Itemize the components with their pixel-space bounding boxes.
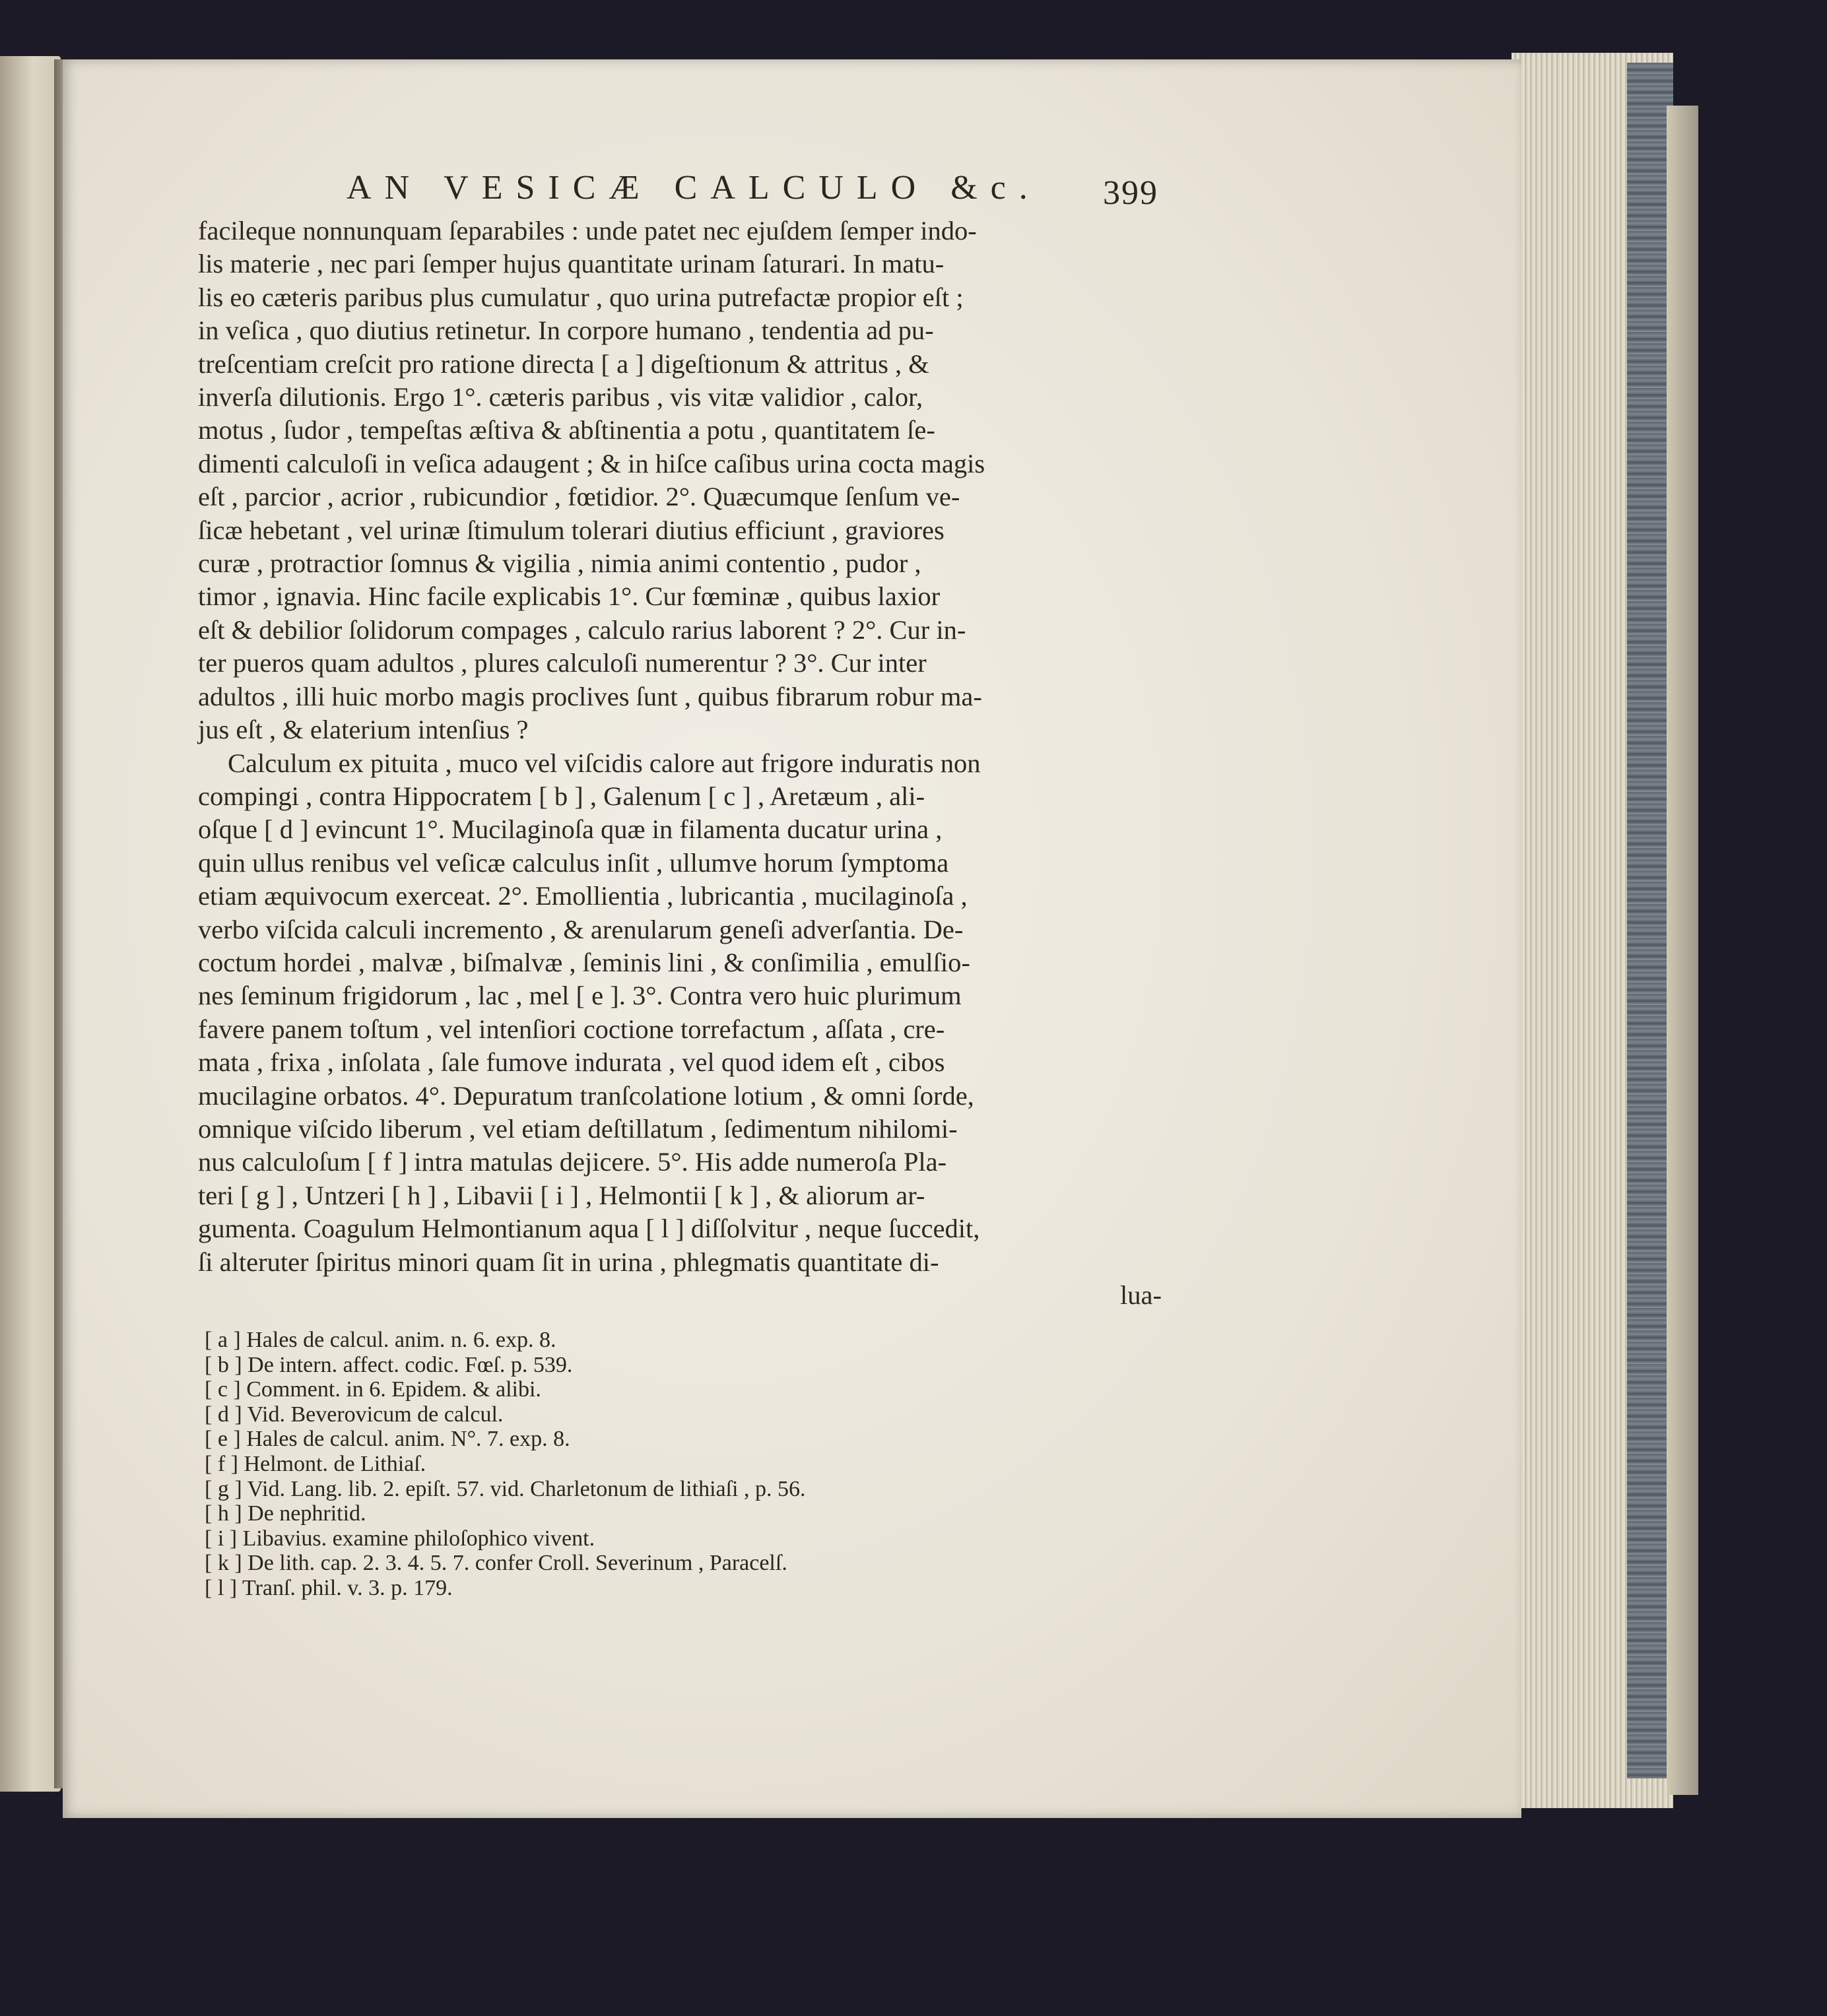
text-line: coctum hordei , malvæ , biſmalvæ , ſeminis lini , & conſimilia , emulſio- <box>198 947 970 977</box>
footnotes <box>205 1328 1063 1601</box>
footnote: [ a ] Hales de calcul. anim. n. 6. exp. 8. <box>205 1328 556 1352</box>
text-line: dimenti calculoſi in veſica adaugent ; & in hiſce caſibus urina cocta magis <box>198 448 985 478</box>
text-line: eſt & debilior ſolidorum compages , calculo rarius laborent ? 2°. Cur in- <box>198 614 966 645</box>
footnote: [ i ] Libavius. examine philoſophico vivent. <box>205 1526 595 1551</box>
footnote: [ f ] Helmont. de Lithiaſ. <box>205 1451 426 1476</box>
footnote: [ d ] Vid. Beverovicum de calcul. <box>205 1402 504 1427</box>
text-line: mata , frixa , inſolata , ſale fumove indurata , vel quod idem eſt , cibos <box>198 1047 945 1078</box>
text-line: lis materie , nec pari ſemper hujus quantitate urinam ſaturari. In matu- <box>198 249 945 279</box>
running-title: AN VESICÆ CALCULO &c. <box>347 169 1041 207</box>
text-line: etiam æquivocum exerceat. 2°. Emollientia , lubricantia , mucilaginoſa , <box>198 881 968 911</box>
text-line: timor , ignavia. Hinc facile explicabis 1°. Cur fœminæ , quibus laxior <box>198 581 941 612</box>
text-line: ſicæ hebetant , vel urinæ ſtimulum tolerari diutius efficiunt , graviores <box>198 515 945 545</box>
footnote: [ e ] Hales de calcul. anim. N°. 7. exp. 8. <box>205 1427 570 1452</box>
footnote: [ l ] Tranſ. phil. v. 3. p. 179. <box>205 1575 453 1600</box>
footnote: [ h ] De nephritid. <box>205 1501 366 1526</box>
text-line: omnique viſcido liberum , vel etiam deſtillatum , ſedimentum nihilomi- <box>198 1113 958 1144</box>
text-line: adultos , illi huic morbo magis proclives ſunt , quibus fibrarum robur ma- <box>198 681 982 711</box>
text-line: nus calculoſum [ f ] intra matulas dejicere. 5°. His adde numeroſa Pla- <box>198 1147 947 1177</box>
text-line: quin ullus renibus vel veſicæ calculus inſit , ullumve horum ſymptoma <box>198 847 949 878</box>
text-line: facileque nonnunquam ſeparabiles : unde patet nec ejuſdem ſemper indo- <box>198 216 977 245</box>
text-line: motus , ſudor , tempeſtas æſtiva & abſtinentia a potu , quantitatem ſe- <box>198 415 935 445</box>
text-line: ſi alteruter ſpiritus minori quam ſit in urina , phlegmatis quantitate di- <box>198 1247 939 1277</box>
page-header <box>347 168 1158 214</box>
text-line: ter pueros quam adultos , plures calculoſi numerentur ? 3°. Cur inter <box>198 648 927 678</box>
text-line: jus eſt , & elaterium intenſius ? <box>198 715 529 745</box>
text-line: compingi , contra Hippocratem [ b ] , Galenum [ c ] , Aretæum , ali- <box>198 781 925 811</box>
back-cover-edge <box>1667 106 1698 1795</box>
text-line: inverſa dilutionis. Ergo 1°. cæteris paribus , vis vitæ validior , calor, <box>198 382 923 412</box>
footnote: [ c ] Comment. in 6. Epidem. & alibi. <box>205 1377 541 1402</box>
text-line: treſcentiam creſcit pro ratione directa [ a ] digeſtionum & attritus , & <box>198 348 929 379</box>
paragraph-start: Calculum ex pituita , muco vel viſcidis calore aut frigore induratis non <box>228 748 981 778</box>
text-line: oſque [ d ] evincunt 1°. Mucilaginoſa quæ in filamenta ducatur urina , <box>198 814 943 845</box>
text-line: gumenta. Coagulum Helmontianum aqua [ l ] diſſolvitur , neque ſuccedit, <box>198 1214 980 1244</box>
text-line: favere panem toſtum , vel intenſiori coctione torrefactum , aſſata , cre- <box>198 1014 945 1044</box>
page-number: 399 <box>1103 174 1158 212</box>
text-line: mucilagine orbatos. 4°. Depuratum tranſcolatione lotium , & omni ſorde, <box>198 1080 974 1111</box>
text-line: lis eo cæteris paribus plus cumulatur , quo urina putrefactæ propior eſt ; <box>198 282 964 312</box>
text-line: eſt , parcior , acrior , rubicundior , fœtidior. 2°. Quæcumque ſenſum ve- <box>198 482 960 512</box>
catchword: lua- <box>1120 1280 1162 1310</box>
footnote: [ g ] Vid. Lang. lib. 2. epiſt. 57. vid. Charletonum de lithiaſi , p. 56. <box>205 1476 806 1501</box>
text-line: nes ſeminum frigidorum , lac , mel [ e ]. 3°. Contra vero huic plurimum <box>198 981 962 1011</box>
footnote: [ b ] De intern. affect. codic. Fœſ. p. 539. <box>205 1352 573 1377</box>
facing-page-edge <box>0 56 61 1792</box>
main-text <box>198 214 1162 1312</box>
footnote: [ k ] De lith. cap. 2. 3. 4. 5. 7. confer Croll. Severinum , Paracelſ. <box>205 1551 787 1576</box>
text-line: curæ , protractior ſomnus & vigilia , nimia animi contentio , pudor , <box>198 548 921 579</box>
text-line: teri [ g ] , Untzeri [ h ] , Libavii [ i ] , Helmontii [ k ] , & aliorum ar- <box>198 1180 925 1210</box>
text-line: verbo viſcida calculi incremento , & arenularum geneſi adverſantia. De- <box>198 914 964 944</box>
text-line: in veſica , quo diutius retinetur. In corpore humano , tendentia ad pu- <box>198 315 934 346</box>
